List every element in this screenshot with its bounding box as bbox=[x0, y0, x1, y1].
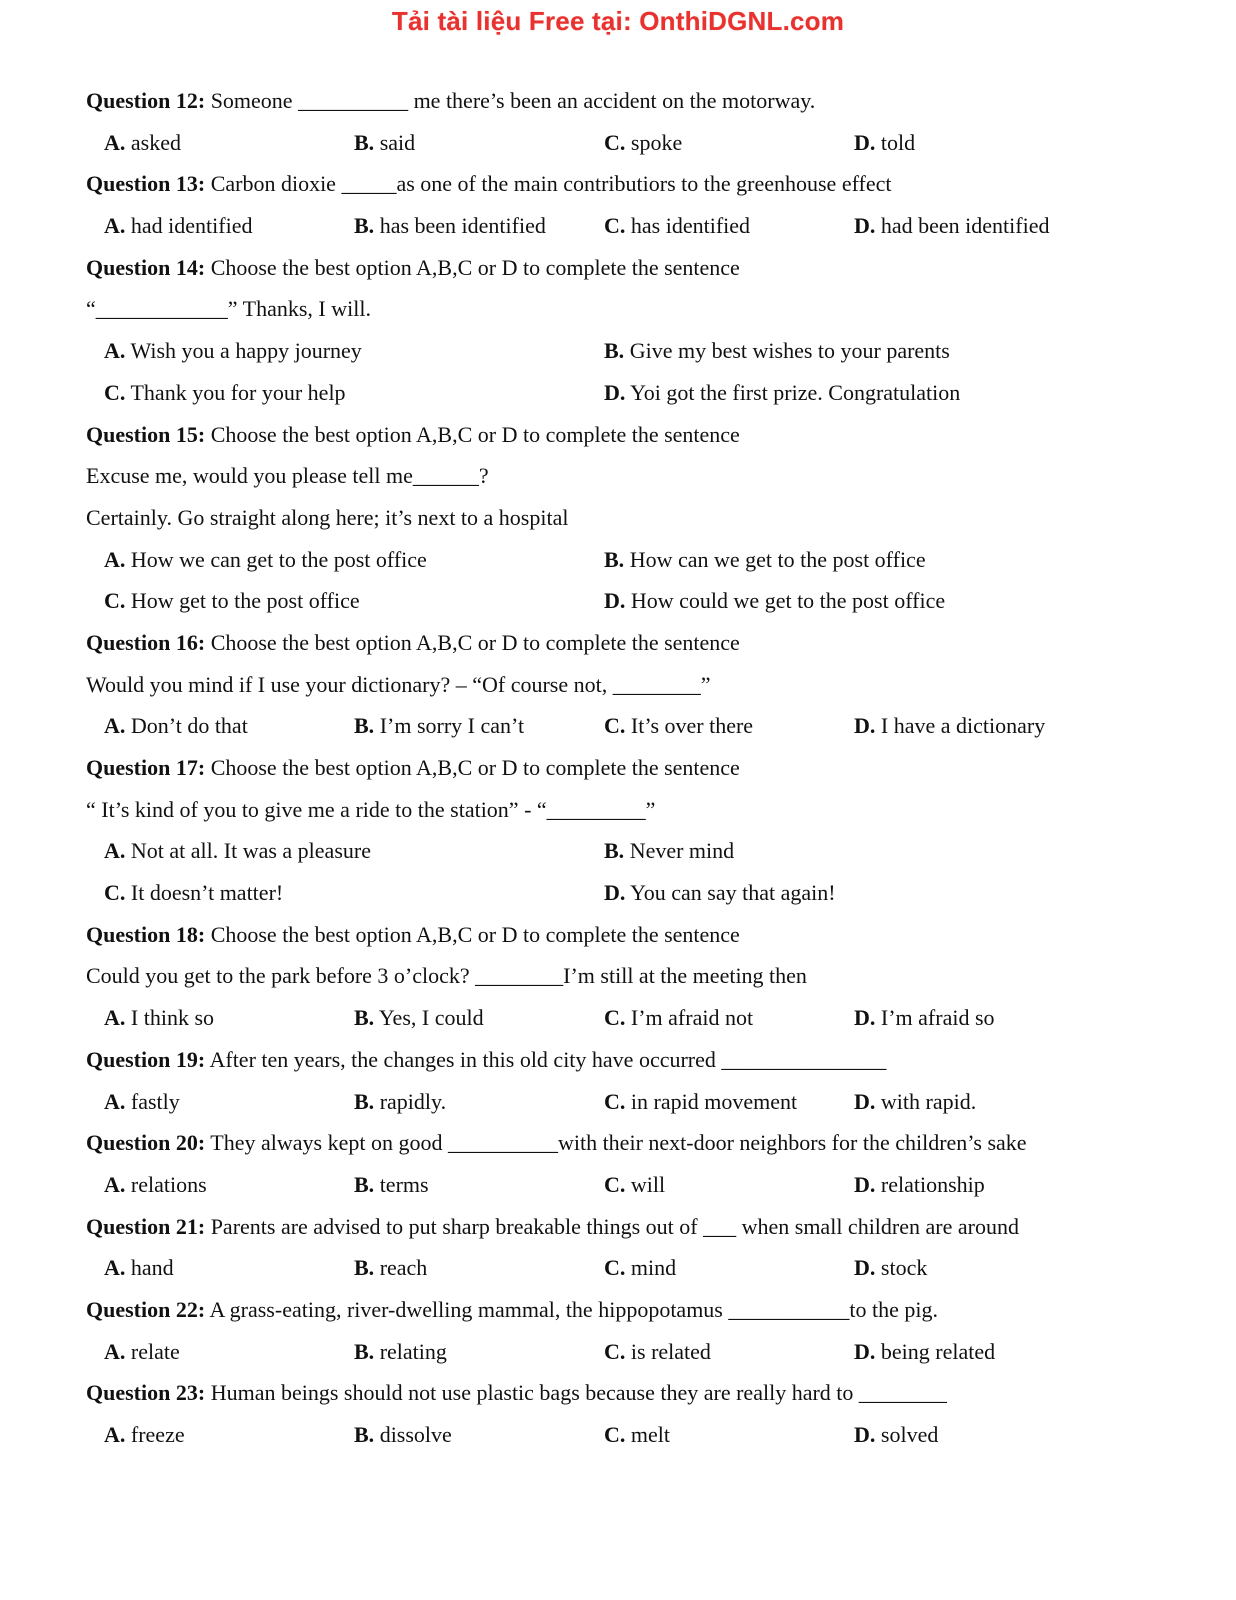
answer-option bbox=[104, 1247, 354, 1289]
option-text: said bbox=[374, 129, 416, 155]
option-text: dissolve bbox=[374, 1422, 452, 1447]
answer-option bbox=[604, 580, 1104, 622]
answer-option bbox=[104, 1414, 354, 1456]
answer-option bbox=[604, 705, 854, 747]
question-number: Question 15: bbox=[86, 421, 206, 447]
context-text: Excuse me, would you please tell me______? bbox=[86, 463, 489, 489]
question-text: Choose the best option A,B,C or D to complete the sentence bbox=[205, 755, 740, 780]
question-number: Question 12: bbox=[86, 88, 206, 113]
answer-option bbox=[854, 705, 1104, 747]
option-letter: B. bbox=[354, 1005, 375, 1031]
question-context-line bbox=[86, 664, 1166, 706]
option-text: I think so bbox=[125, 1005, 215, 1031]
question-context-line bbox=[86, 955, 1166, 997]
answer-options-row bbox=[86, 1331, 1166, 1373]
question-text: Carbon dioxie _____as one of the main contributiors to the greenhouse effect bbox=[205, 171, 892, 197]
option-letter: B. bbox=[354, 1338, 375, 1364]
answer-option bbox=[604, 205, 854, 247]
answer-option bbox=[604, 872, 1104, 914]
header-banner: Tải tài liệu Free tại: OnthiDGNL.com bbox=[391, 6, 845, 36]
answer-options-row bbox=[86, 830, 1166, 872]
option-text: hand bbox=[125, 1255, 174, 1281]
question-prompt bbox=[86, 1372, 1166, 1414]
answer-option bbox=[354, 1081, 604, 1123]
option-text: mind bbox=[625, 1255, 677, 1281]
option-letter: B. bbox=[604, 546, 625, 572]
question-prompt bbox=[86, 1206, 1166, 1248]
answer-option bbox=[854, 1081, 1104, 1123]
option-letter: C. bbox=[604, 1422, 626, 1447]
option-text: relate bbox=[125, 1338, 180, 1364]
option-letter: D. bbox=[854, 1255, 876, 1281]
option-letter: C. bbox=[604, 129, 626, 155]
option-letter: B. bbox=[604, 838, 625, 864]
option-text: Wish you a happy journey bbox=[125, 338, 362, 364]
question-prompt bbox=[86, 247, 1166, 289]
option-text: relations bbox=[125, 1171, 207, 1197]
option-letter: C. bbox=[604, 1338, 626, 1364]
option-text: How get to the post office bbox=[125, 588, 360, 614]
option-text: Give my best wishes to your parents bbox=[624, 338, 950, 364]
answer-options-row bbox=[86, 997, 1166, 1039]
question-prompt bbox=[86, 1039, 1166, 1081]
answer-options-row bbox=[86, 372, 1166, 414]
option-text: freeze bbox=[125, 1422, 185, 1447]
question-text: A grass-eating, river-dwelling mammal, the hippopotamus ___________to the pig. bbox=[205, 1296, 938, 1322]
context-text: “ It’s kind of you to give me a ride to the station” - “_________” bbox=[86, 796, 656, 822]
answer-option bbox=[354, 705, 604, 747]
option-letter: C. bbox=[104, 588, 126, 614]
question-prompt bbox=[86, 1289, 1166, 1331]
option-letter: C. bbox=[604, 1005, 626, 1031]
option-letter: B. bbox=[354, 1171, 375, 1197]
question-prompt bbox=[86, 163, 1166, 205]
answer-option bbox=[604, 1081, 854, 1123]
question-text: Choose the best option A,B,C or D to complete the sentence bbox=[205, 629, 740, 655]
option-text: You can say that again! bbox=[625, 880, 836, 906]
answer-option bbox=[604, 1331, 854, 1373]
option-text: solved bbox=[875, 1422, 939, 1447]
answer-option bbox=[604, 997, 854, 1039]
option-letter: A. bbox=[104, 213, 126, 239]
option-letter: C. bbox=[604, 1255, 626, 1281]
option-text: is related bbox=[625, 1338, 711, 1364]
question-context-line bbox=[86, 455, 1166, 497]
question-context-line bbox=[86, 288, 1166, 330]
answer-option bbox=[104, 1331, 354, 1373]
option-letter: B. bbox=[354, 1088, 375, 1114]
option-text: Yoi got the first prize. Congratulation bbox=[625, 379, 961, 405]
question-text: Choose the best option A,B,C or D to complete the sentence bbox=[205, 921, 740, 947]
answer-options-row bbox=[86, 1414, 1166, 1456]
question-prompt bbox=[86, 80, 1166, 122]
answer-options-row bbox=[86, 1164, 1166, 1206]
option-text: spoke bbox=[625, 129, 683, 155]
option-text: Don’t do that bbox=[125, 713, 248, 739]
answer-options-row bbox=[86, 580, 1166, 622]
option-letter: D. bbox=[854, 1422, 876, 1447]
option-letter: A. bbox=[104, 838, 126, 864]
question-prompt bbox=[86, 747, 1166, 789]
answer-option bbox=[104, 372, 604, 414]
question-number: Question 23: bbox=[86, 1380, 206, 1406]
question-context-line bbox=[86, 497, 1166, 539]
option-letter: D. bbox=[604, 379, 626, 405]
answer-option bbox=[104, 872, 604, 914]
context-text: Could you get to the park before 3 o’clock? ________I’m still at the meeting then bbox=[86, 963, 807, 989]
question-prompt bbox=[86, 622, 1166, 664]
option-letter: A. bbox=[104, 1171, 126, 1197]
answer-options-row bbox=[86, 539, 1166, 581]
option-text: I’m afraid not bbox=[625, 1005, 754, 1031]
answer-option bbox=[604, 1414, 854, 1456]
question-text: Choose the best option A,B,C or D to complete the sentence bbox=[205, 421, 740, 447]
question-text: After ten years, the changes in this old city have occurred _______________ bbox=[205, 1046, 887, 1072]
answer-options-row bbox=[86, 705, 1166, 747]
answer-options-row bbox=[86, 330, 1166, 372]
option-letter: A. bbox=[104, 129, 126, 155]
option-letter: A. bbox=[104, 1005, 126, 1031]
option-letter: C. bbox=[604, 1088, 626, 1114]
answer-option bbox=[604, 539, 1104, 581]
option-letter: B. bbox=[354, 213, 375, 239]
option-text: Thank you for your help bbox=[125, 379, 346, 405]
option-letter: B. bbox=[354, 1422, 375, 1447]
option-letter: D. bbox=[854, 1005, 876, 1031]
answer-option bbox=[104, 1081, 354, 1123]
answer-options-row bbox=[86, 1247, 1166, 1289]
question-text: Parents are advised to put sharp breakable things out of ___ when small children are around bbox=[205, 1213, 1019, 1239]
option-letter: D. bbox=[854, 1088, 876, 1114]
option-text: It’s over there bbox=[625, 713, 754, 739]
answer-option bbox=[854, 122, 1104, 164]
context-text: “____________” Thanks, I will. bbox=[86, 296, 371, 322]
option-letter: D. bbox=[604, 588, 626, 614]
question-number: Question 21: bbox=[86, 1213, 206, 1239]
option-letter: C. bbox=[604, 213, 626, 239]
question-number: Question 20: bbox=[86, 1130, 206, 1156]
option-letter: A. bbox=[104, 1422, 126, 1447]
question-number: Question 13: bbox=[86, 171, 206, 197]
option-text: has identified bbox=[625, 213, 751, 239]
answer-option bbox=[104, 330, 604, 372]
question-number: Question 17: bbox=[86, 755, 206, 780]
answer-option bbox=[354, 122, 604, 164]
answer-option bbox=[104, 205, 354, 247]
question-number: Question 18: bbox=[86, 921, 206, 947]
option-text: with rapid. bbox=[875, 1088, 977, 1114]
answer-option bbox=[354, 1164, 604, 1206]
answer-option bbox=[104, 122, 354, 164]
option-letter: B. bbox=[354, 129, 375, 155]
option-letter: B. bbox=[354, 1255, 375, 1281]
question-number: Question 14: bbox=[86, 254, 206, 280]
question-prompt bbox=[86, 414, 1166, 456]
option-letter: D. bbox=[854, 1171, 876, 1197]
option-letter: A. bbox=[104, 1088, 126, 1114]
option-text: Never mind bbox=[624, 838, 735, 864]
option-text: stock bbox=[875, 1255, 928, 1281]
option-letter: D. bbox=[854, 1338, 876, 1364]
answer-option bbox=[604, 122, 854, 164]
option-letter: A. bbox=[104, 713, 126, 739]
question-context-line bbox=[86, 789, 1166, 831]
answer-option bbox=[854, 1247, 1104, 1289]
answer-option bbox=[104, 1164, 354, 1206]
question-text: Someone __________ me there’s been an accident on the motorway. bbox=[205, 88, 816, 113]
option-text: How we can get to the post office bbox=[125, 546, 427, 572]
option-text: Not at all. It was a pleasure bbox=[125, 838, 371, 864]
option-text: I have a dictionary bbox=[875, 713, 1046, 739]
option-text: had identified bbox=[125, 213, 253, 239]
option-text: It doesn’t matter! bbox=[125, 880, 284, 906]
question-list bbox=[86, 80, 1166, 1456]
option-text: How can we get to the post office bbox=[624, 546, 926, 572]
question-prompt bbox=[86, 1122, 1166, 1164]
answer-option bbox=[604, 1164, 854, 1206]
option-text: melt bbox=[625, 1422, 670, 1447]
answer-option bbox=[104, 705, 354, 747]
answer-options-row bbox=[86, 1081, 1166, 1123]
option-text: will bbox=[625, 1171, 666, 1197]
answer-option bbox=[104, 539, 604, 581]
option-letter: A. bbox=[104, 546, 126, 572]
option-letter: A. bbox=[104, 1255, 126, 1281]
answer-option bbox=[854, 997, 1104, 1039]
option-text: told bbox=[875, 129, 916, 155]
option-text: in rapid movement bbox=[625, 1088, 798, 1114]
answer-option bbox=[854, 1414, 1104, 1456]
option-letter: C. bbox=[104, 880, 126, 906]
question-text: They always kept on good __________with their next-door neighbors for the children’s sake bbox=[205, 1130, 1027, 1156]
option-text: has been identified bbox=[374, 213, 546, 239]
option-letter: D. bbox=[604, 880, 626, 906]
answer-option bbox=[104, 580, 604, 622]
option-letter: B. bbox=[354, 713, 375, 739]
option-letter: D. bbox=[854, 713, 876, 739]
option-text: How could we get to the post office bbox=[625, 588, 946, 614]
question-prompt bbox=[86, 914, 1166, 956]
context-text: Certainly. Go straight along here; it’s next to a hospital bbox=[86, 504, 569, 530]
answer-option bbox=[854, 1164, 1104, 1206]
option-text: relationship bbox=[875, 1171, 985, 1197]
answer-option bbox=[604, 372, 1104, 414]
answer-option bbox=[354, 205, 604, 247]
option-text: relating bbox=[374, 1338, 447, 1364]
option-text: being related bbox=[875, 1338, 996, 1364]
answer-option bbox=[604, 1247, 854, 1289]
option-letter: A. bbox=[104, 1338, 126, 1364]
option-letter: C. bbox=[604, 713, 626, 739]
option-text: Yes, I could bbox=[374, 1005, 484, 1031]
option-text: I’m afraid so bbox=[875, 1005, 995, 1031]
option-text: I’m sorry I can’t bbox=[374, 713, 525, 739]
option-text: asked bbox=[125, 129, 181, 155]
question-text: Human beings should not use plastic bags because they are really hard to ________ bbox=[205, 1380, 947, 1406]
question-text: Choose the best option A,B,C or D to complete the sentence bbox=[205, 254, 740, 280]
answer-option bbox=[354, 1247, 604, 1289]
option-letter: D. bbox=[854, 129, 876, 155]
option-text: had been identified bbox=[875, 213, 1050, 239]
context-text: Would you mind if I use your dictionary? – “Of course not, ________” bbox=[86, 671, 711, 697]
option-text: reach bbox=[374, 1255, 428, 1281]
option-letter: A. bbox=[104, 338, 126, 364]
option-letter: C. bbox=[104, 379, 126, 405]
option-letter: C. bbox=[604, 1171, 626, 1197]
option-text: rapidly. bbox=[374, 1088, 447, 1114]
answer-option bbox=[104, 830, 604, 872]
answer-option bbox=[854, 205, 1104, 247]
answer-options-row bbox=[86, 872, 1166, 914]
question-number: Question 22: bbox=[86, 1296, 206, 1322]
question-number: Question 19: bbox=[86, 1046, 206, 1072]
answer-options-row bbox=[86, 205, 1166, 247]
answer-option bbox=[354, 1331, 604, 1373]
question-number: Question 16: bbox=[86, 629, 206, 655]
answer-option bbox=[354, 1414, 604, 1456]
option-text: terms bbox=[374, 1171, 429, 1197]
option-letter: D. bbox=[854, 213, 876, 239]
answer-option bbox=[854, 1331, 1104, 1373]
option-letter: B. bbox=[604, 338, 625, 364]
answer-option bbox=[104, 997, 354, 1039]
answer-options-row bbox=[86, 122, 1166, 164]
answer-option bbox=[604, 330, 1104, 372]
option-text: fastly bbox=[125, 1088, 180, 1114]
answer-option bbox=[354, 997, 604, 1039]
answer-option bbox=[604, 830, 1104, 872]
